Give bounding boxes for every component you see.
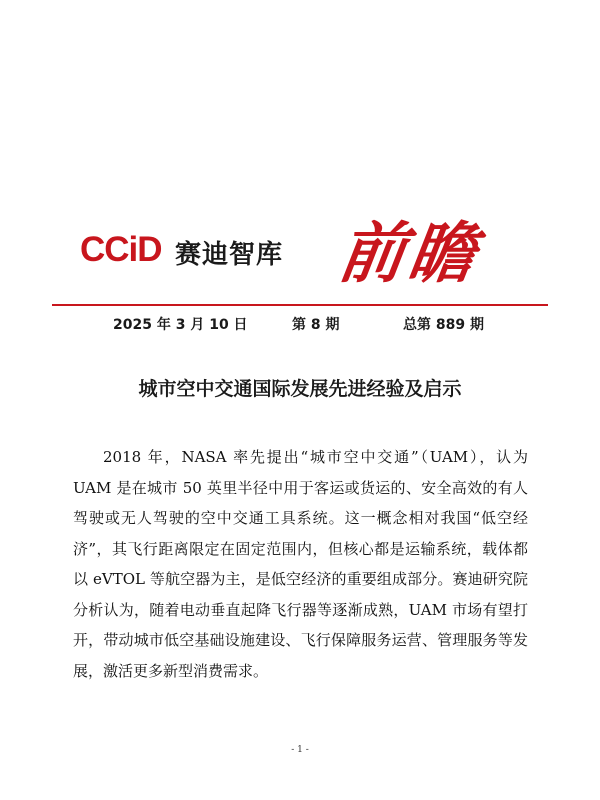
masthead-logo [80,200,540,290]
issue-number: 第 8 期 [292,317,340,333]
article-paragraph: 2018 年，NASA 率先提出“城市空中交通”（UAM），认为 UAM 是在城市 50 英里半径中用于客运或货运的、安全高效的有人驾驶或无人驾驶的空中交通工具系统。这一概念相对我国“低空经济”，其飞行距离限定在固定范围内，但核心都是运输系统，载体都以 eVTOL 等航空器为主，是低空经济的重要组成部分。赛迪研究院分析认为，随着电动垂直起降飞行器等逐渐成熟，UAM 市场有望打开，带动城市低空基础设施建设、飞行保障服务运营、管理服务等发展，激活更多新型消费需求。 [73,448,528,680]
issue-total: 总第 889 期 [403,317,484,333]
brand-name: 赛迪智库 [175,240,284,270]
page-number: - 1 - [291,745,309,755]
ccid-logo: CCiD [80,230,162,269]
column-title-logo: 前瞻 [333,214,485,292]
issue-info [0,314,600,338]
issue-date: 2025 年 3 月 10 日 [113,317,248,333]
header-divider [52,304,548,306]
article-title: 城市空中交通国际发展先进经验及启示 [138,378,462,400]
